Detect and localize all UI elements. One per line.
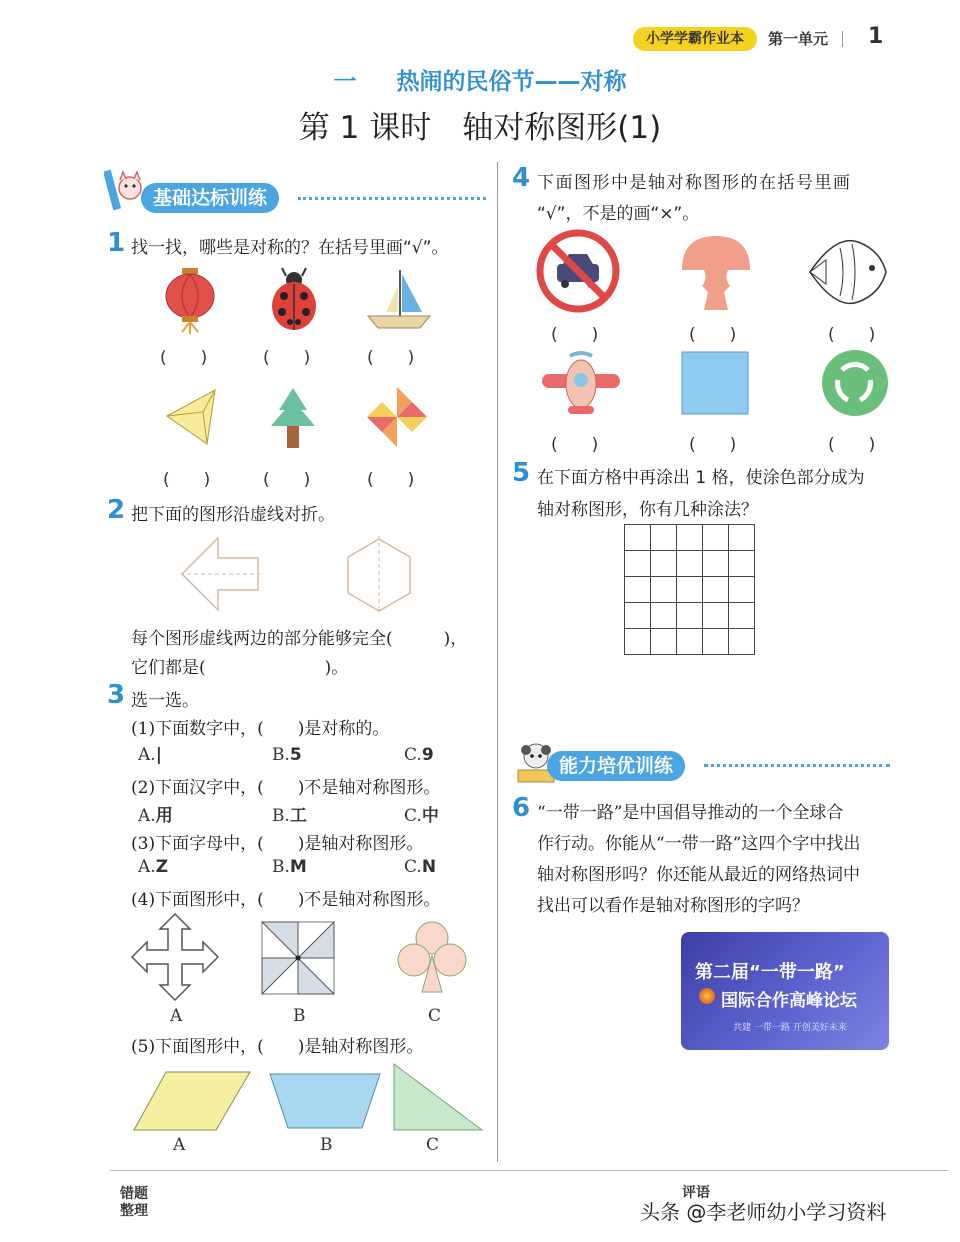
q6-line1: “一带一路”是中国倡导推动的一个全球合 bbox=[537, 803, 844, 823]
q2-number: 2 bbox=[107, 495, 126, 525]
q3-sub2-text: (2)下面汉字中，( )不是轴对称图形。 bbox=[131, 778, 441, 798]
q3-sub5-label-b: B bbox=[320, 1135, 333, 1155]
face-vase-icon bbox=[680, 234, 752, 312]
forum-logo-icon bbox=[699, 988, 715, 1004]
q3-sub2-option-a[interactable]: A.用 bbox=[138, 806, 173, 826]
unit-label: 第一单元 bbox=[768, 30, 829, 48]
watermark: 头条 @李老师幼小学习资料 bbox=[640, 1200, 887, 1224]
lesson-title: 第 1 课时 轴对称图形(1) bbox=[298, 110, 662, 146]
airplane-icon bbox=[540, 350, 622, 418]
sailboat-icon bbox=[364, 268, 434, 332]
section-sub: 对称 bbox=[580, 69, 627, 95]
paper-plane-icon bbox=[163, 386, 225, 448]
poster-line1: 第二届“一带一路” bbox=[695, 962, 845, 983]
trapezoid-shape[interactable] bbox=[268, 1072, 382, 1130]
q4-answer-3[interactable]: ( ) bbox=[828, 325, 876, 345]
q4-line2: “√”，不是的画“×”。 bbox=[537, 204, 700, 224]
q3-sub2-option-c[interactable]: C.中 bbox=[404, 806, 439, 826]
q1-answer-5[interactable]: ( ) bbox=[263, 470, 311, 490]
section-number: 一 bbox=[333, 69, 357, 95]
banner-dots bbox=[298, 197, 486, 200]
q3-sub4-text: (4)下面图形中，( )不是轴对称图形。 bbox=[131, 890, 441, 910]
q4-answer-1[interactable]: ( ) bbox=[551, 325, 599, 345]
pencil-cat-icon bbox=[104, 166, 144, 216]
q1-text: 找一找，哪些是对称的？在括号里画“√”。 bbox=[131, 238, 449, 258]
q3-sub5-text: (5)下面图形中，( )是轴对称图形。 bbox=[131, 1037, 424, 1057]
q5-line1: 在下面方格中再涂出 1 格，使涂色部分成为 bbox=[537, 468, 865, 488]
q3-sub3-text: (3)下面字母中，( )是轴对称图形。 bbox=[131, 834, 424, 854]
square-grid[interactable] bbox=[624, 524, 755, 655]
q4-answer-4[interactable]: ( ) bbox=[551, 435, 599, 455]
q3-sub4-label-b: B bbox=[293, 1006, 306, 1026]
q3-sub1-option-a[interactable]: A.| bbox=[138, 745, 162, 765]
q3-sub3-option-a[interactable]: A.Z bbox=[138, 857, 169, 877]
q3-sub5-label-c: C bbox=[426, 1135, 440, 1155]
section-title bbox=[0, 63, 960, 96]
q3-sub3-option-c[interactable]: C.N bbox=[404, 857, 437, 877]
q4-line1: 下面图形中是轴对称图形的在括号里画 bbox=[537, 173, 852, 193]
q5-number: 5 bbox=[512, 458, 531, 488]
q6-line2: 作行动。你能从“一带一路”这四个字中找出 bbox=[537, 834, 861, 854]
q3-sub1-option-b[interactable]: B.5 bbox=[272, 745, 302, 765]
parallelogram-shape[interactable] bbox=[130, 1068, 254, 1134]
q1-answer-6[interactable]: ( ) bbox=[367, 470, 415, 490]
blue-square-icon bbox=[680, 350, 750, 416]
triangle-shape[interactable] bbox=[392, 1062, 484, 1132]
lantern-icon bbox=[160, 266, 220, 334]
q6-line3: 轴对称图形吗？你还能从最近的网络热词中 bbox=[537, 865, 860, 885]
q1-answer-1[interactable]: ( ) bbox=[160, 348, 208, 368]
club-shape[interactable] bbox=[394, 916, 470, 996]
tree-icon bbox=[263, 386, 323, 450]
q5-line2: 轴对称图形，你有几种涂法？ bbox=[537, 500, 758, 520]
q2-fill-line2: 它们都是( )。 bbox=[131, 658, 349, 678]
q1-number: 1 bbox=[107, 228, 126, 258]
q1-answer-4[interactable]: ( ) bbox=[163, 470, 211, 490]
q4-answer-2[interactable]: ( ) bbox=[689, 325, 737, 345]
column-divider bbox=[497, 162, 498, 1162]
recycle-sign-icon bbox=[820, 348, 890, 418]
q3-number: 3 bbox=[107, 680, 126, 710]
q2-fill-line1: 每个图形虚线两边的部分能够完全( )， bbox=[131, 629, 468, 649]
q4-answer-5[interactable]: ( ) bbox=[689, 435, 737, 455]
hexagon-shape bbox=[344, 536, 414, 614]
q3-sub3-option-b[interactable]: B.M bbox=[272, 857, 307, 877]
section-dash: —— bbox=[534, 69, 581, 95]
ladybug-icon bbox=[266, 266, 322, 334]
footer-comment-label: 评语 bbox=[682, 1185, 710, 1201]
footer-mistakes-label-1: 错题 bbox=[120, 1186, 148, 1202]
angelfish-icon bbox=[806, 232, 890, 312]
forum-poster bbox=[681, 932, 889, 1050]
arrow-shape bbox=[178, 534, 262, 614]
poster-line3: 共建 一带一路 开创美好未来 bbox=[733, 1023, 847, 1033]
q4-number: 4 bbox=[512, 163, 531, 193]
header-divider bbox=[842, 31, 843, 47]
pinwheel-icon bbox=[364, 384, 430, 450]
q3-sub1-text: (1)下面数字中，( )是对称的。 bbox=[131, 719, 390, 739]
banner-basic: 基础达标训练 bbox=[141, 183, 279, 213]
footer-mistakes-label-2: 整理 bbox=[120, 1203, 148, 1219]
section-main: 热闹的民俗节 bbox=[396, 69, 535, 95]
q6-line4: 找出可以看作是轴对称图形的字吗？ bbox=[537, 896, 809, 916]
page-number: 1 bbox=[868, 24, 884, 49]
q3-sub4-label-c: C bbox=[428, 1006, 442, 1026]
banner-dots-advanced bbox=[704, 764, 890, 767]
q3-sub1-option-c[interactable]: C.9 bbox=[404, 745, 434, 765]
pinwheel-shape[interactable] bbox=[260, 920, 336, 998]
series-badge: 小学学霸作业本 bbox=[633, 27, 757, 51]
q1-answer-3[interactable]: ( ) bbox=[367, 348, 415, 368]
q4-answer-6[interactable]: ( ) bbox=[828, 435, 876, 455]
q6-number: 6 bbox=[512, 793, 531, 823]
footer-rule bbox=[110, 1170, 948, 1171]
no-car-sign-icon bbox=[535, 228, 621, 314]
q3-text: 选一选。 bbox=[131, 691, 199, 711]
banner-advanced: 能力培优训练 bbox=[547, 751, 685, 781]
q3-sub5-label-a: A bbox=[173, 1135, 186, 1155]
q3-sub2-option-b[interactable]: B.工 bbox=[272, 806, 307, 826]
poster-line2: 国际合作高峰论坛 bbox=[721, 991, 857, 1011]
q2-text: 把下面的图形沿虚线对折。 bbox=[131, 505, 335, 525]
four-arrows-shape[interactable] bbox=[130, 912, 220, 1002]
q1-answer-2[interactable]: ( ) bbox=[263, 348, 311, 368]
q3-sub4-label-a: A bbox=[170, 1006, 183, 1026]
